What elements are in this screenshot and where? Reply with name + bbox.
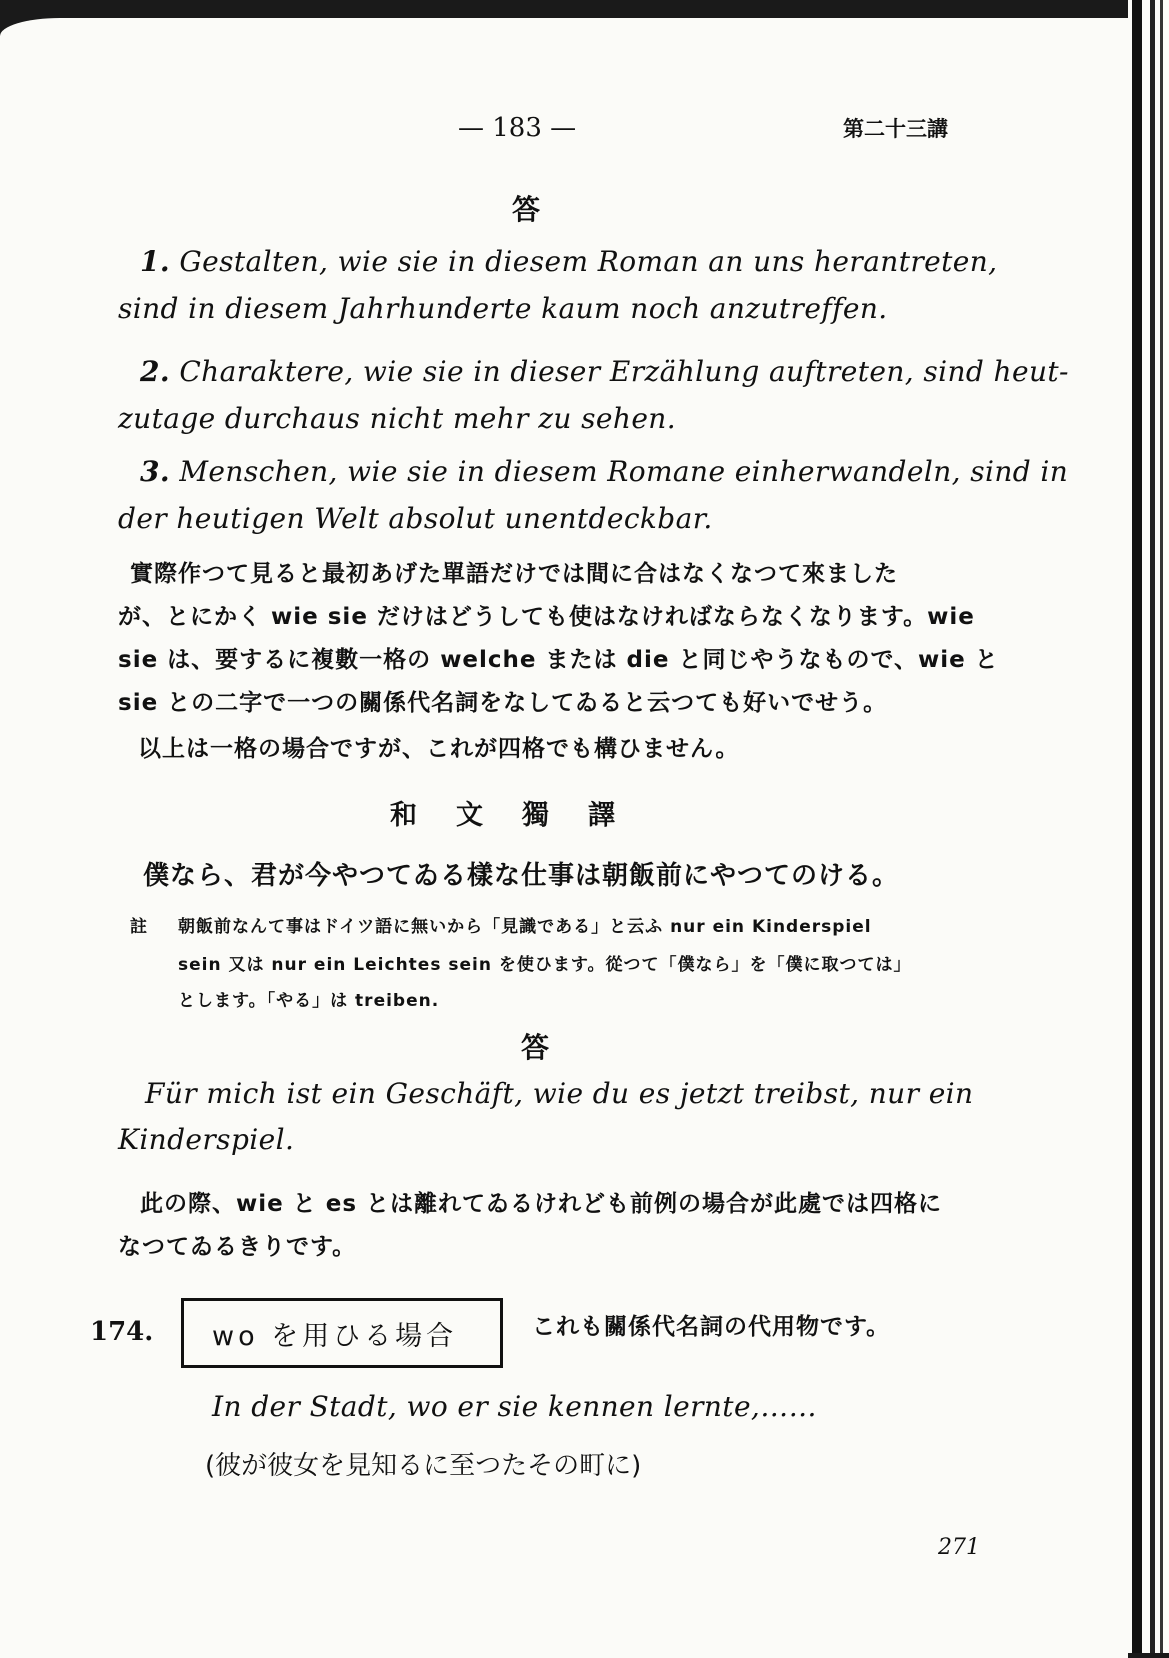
comment-line: 此の際、wie と es とは離れてゐるけれども前例の場合が此處では四格に — [140, 1191, 943, 1217]
section-title: wo を用ひる場合 — [212, 1321, 458, 1352]
answer-line: zutage durchaus nicht mehr zu sehen. — [118, 402, 677, 435]
comment-line: なつてゐるきりです。 — [118, 1234, 357, 1260]
explanation-line: が、とにかく wie sie だけはどうしても使はなければならなくなります。wie — [118, 604, 975, 630]
lecture-title: 第二十三講 — [843, 117, 948, 141]
note-label: 註 — [130, 917, 148, 937]
answer-line — [140, 355, 1069, 388]
spine-line — [1160, 0, 1163, 1653]
answer-line: Kinderspiel. — [118, 1123, 295, 1156]
spine-line — [1150, 0, 1155, 1653]
answer-line: Für mich ist ein Geschäft, wie du es jetzt treibst, nur ein — [145, 1077, 974, 1110]
example-german: In der Stadt, wo er sie kennen lernte,…… — [212, 1390, 818, 1423]
answer-heading: 答 — [512, 193, 541, 226]
item-number: 2. — [140, 355, 171, 388]
answer-line — [140, 245, 997, 278]
book-spine-edge — [1128, 0, 1169, 1653]
footer-page-number: 271 — [938, 1535, 980, 1560]
explanation-line: sie との二字で一つの關係代名詞をなしてゐると云つても好いでせう。 — [118, 690, 888, 716]
spine-line — [1132, 0, 1142, 1653]
explanation-note: 以上は一格の場合ですが、これが四格でも構ひません。 — [138, 736, 740, 762]
translation-sentence: 僕なら、君が今やつてゐる樣な仕事は朝飯前にやつてのける。 — [143, 861, 900, 891]
note-line: とします。「やる」は treiben. — [178, 991, 440, 1011]
answer-line: der heutigen Welt absolut unentdeckbar. — [118, 502, 713, 535]
answer-line: sind in diesem Jahrhunderte kaum noch anzutreffen. — [118, 292, 888, 325]
item-number: 1. — [140, 245, 171, 278]
section-number: 174. — [90, 1317, 154, 1347]
item-text: Gestalten, wie sie in diesem Roman an uns herantreten, — [179, 245, 998, 278]
explanation-line: sie は、要するに複數一格の welche または die と同じやうなもので、wie と — [118, 647, 999, 673]
item-text: Charaktere, wie sie in dieser Erzählung auftreten, sind heut- — [179, 355, 1069, 388]
section-heading: 和 文 獨 譯 — [390, 800, 621, 831]
note-line: 朝飯前なんて事はドイツ語に無いから「見識である」と云ふ nur ein Kinderspiel — [178, 917, 872, 937]
note-line: sein 又は nur ein Leichtes sein を使ひます。從つて「僕なら」を「僕に取つては」 — [178, 955, 912, 975]
item-text: Menschen, wie sie in diesem Romane einherwandeln, sind in — [179, 455, 1069, 488]
item-number: 3. — [140, 455, 171, 488]
page-number-header: — 183 — — [458, 113, 577, 143]
example-japanese: (彼が彼女を見知るに至つたその町に) — [205, 1451, 642, 1481]
answer-heading: 答 — [521, 1031, 550, 1064]
answer-line — [140, 455, 1068, 488]
explanation-line: 實際作つて見ると最初あげた單語だけでは間に合はなくなつて來ました — [130, 561, 898, 587]
section-description: これも關係代名詞の代用物です。 — [532, 1314, 891, 1340]
